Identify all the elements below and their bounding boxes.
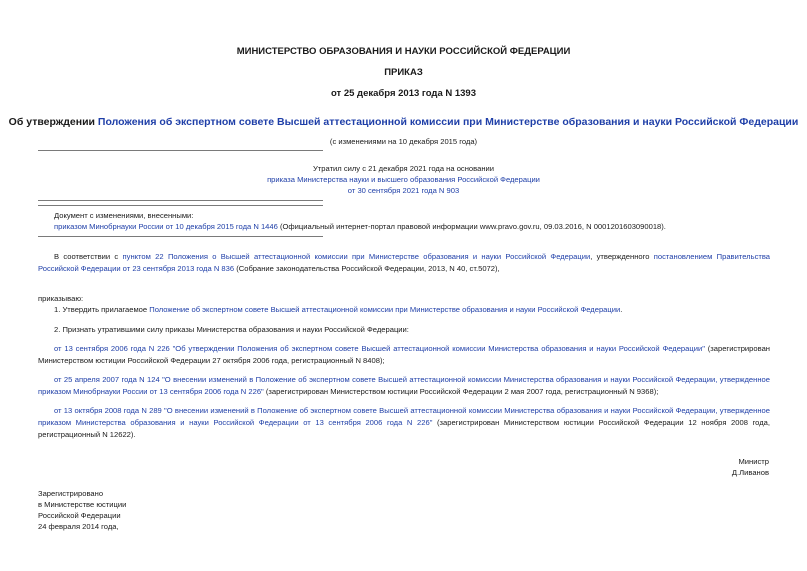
page-title [0,116,807,128]
separator-rule [38,200,323,201]
ministry-heading: МИНИСТЕРСТВО ОБРАЗОВАНИЯ И НАУКИ РОССИЙСКОЙ ФЕДЕРАЦИИ [236,46,571,57]
expired-link-order[interactable]: приказа Министерства науки и высшего образования Российской Федерации [267,175,540,184]
registration-line-1: Зарегистрировано [38,489,104,498]
title-link[interactable]: Положения об экспертном совете Высшей аттестационной комиссии при Министерстве образования и науки Российской Федерации [97,116,799,128]
amendments-note: (с изменениями на 10 декабря 2015 года) [329,137,478,146]
doc-date-number: от 25 декабря 2013 года N 1393 [330,88,476,99]
changes-rest: (Официальный интернет-портал правовой информации www.pravo.gov.ru, 09.03.2016, N 0001201603090018). [277,222,666,231]
registration-line-4: 24 февраля 2014 года, [38,522,119,531]
changes-line [54,221,770,233]
item-1-link[interactable]: Положение об экспертном совете Высшей аттестационной комиссии при Министерстве образования и науки Российской Федерации [149,305,621,314]
repealed-order-2-link[interactable]: от 25 апреля 2007 года N 124 "О внесении изменений в Положение об экспертном совете Высшей аттестационной комиссии Министерства образования и науки Российской Федерации, утвержденное приказом Минобрнауки России от 13 сентября 2006 года N 226" [38,375,770,396]
repealed-order-2: от 25 апреля 2007 года N 124 "О внесении изменений в Положение об экспертном совете Высшей аттестационной комиссии Министерства образования и науки Российской Федерации, утвержденное приказом Минобрнауки России от 13 сентября 2006 года N 226" (зарегистрирован Министерством юстиции Российской Федерации 2 мая 2007 года, регистрационный N 9368); [38,375,770,396]
repealed-order-3-link[interactable]: от 13 октября 2008 года N 289 "О внесении изменений в Положение об экспертном совете Высшей аттестационной комиссии Министерства образования и науки Российской Федерации, утвержденное приказом Министерства образования и науки Российской Федерации от 13 сентября 2006 года N 226" [38,406,770,427]
signature-position: Министр [738,457,769,466]
order-word: приказываю: [38,294,84,303]
title-prefix: Об утверждении [8,116,98,128]
expired-line: Утратил силу с 21 декабря 2021 года на основании [313,164,494,173]
preamble-paragraph: В соответствии с пунктом 22 Положения о Высшей аттестационной комиссии при Министерстве образования и науки Российской Федерации, утвержденного постановлением Правительства Российской Федерации от 23 сентября 2013 года N 836 (Собрание законодательства Российской Федерации, 2013, N 40, ст.5072), [38,252,771,273]
separator-rule [38,150,323,151]
separator-rule [38,236,323,237]
doc-type-heading: ПРИКАЗ [384,67,423,78]
repealed-order-3: от 13 октября 2008 года N 289 "О внесении изменений в Положение об экспертном совете Высшей аттестационной комиссии Министерства образования и науки Российской Федерации, утвержденное приказом Министерства образования и науки Российской Федерации от 13 сентября 2006 года N 226" (зарегистрирован Министерством юстиции Российской Федерации 12 ноября 2008 года, регистрационный N 12622). [38,406,770,439]
registration-line-3: Российской Федерации [38,511,121,520]
changes-label: Документ с изменениями, внесенными: [54,211,194,220]
separator-rule [38,205,323,206]
preamble-link-clause[interactable]: пунктом 22 Положения о Высшей аттестационной комиссии при Министерстве образования и науки Российской Федерации [122,252,591,261]
changes-link[interactable]: приказом Минобрнауки России от 10 декабря 2015 года N 1446 [54,222,278,231]
registration-line-2: в Министерстве юстиции [38,500,127,509]
repealed-order-1: от 13 сентября 2006 года N 226 "Об утверждении Положения об экспертном совете Высшей аттестационной комиссии Министерства образования и науки Российской Федерации" (зарегистрирован Министерством юстиции Российской Федерации 27 октября 2006 года, регистрационный N 8408); [38,344,770,365]
expired-link-date[interactable]: от 30 сентября 2021 года N 903 [347,186,460,195]
item-1: 1. Утвердить прилагаемое Положение об экспертном совете Высшей аттестационной комиссии при Министерстве образования и науки Российской Федерации. [54,305,623,314]
signature-name: Д.Ливанов [731,468,769,477]
preamble-link-resolution[interactable]: постановлением Правительства Российской Федерации от 23 сентября 2013 года N 836 [38,252,771,273]
repealed-order-1-link[interactable]: от 13 сентября 2006 года N 226 "Об утверждении Положения об экспертном совете Высшей аттестационной комиссии Министерства образования и науки Российской Федерации" [54,344,705,353]
item-2: 2. Признать утратившими силу приказы Министерства образования и науки Российской Федерации: [54,325,409,334]
